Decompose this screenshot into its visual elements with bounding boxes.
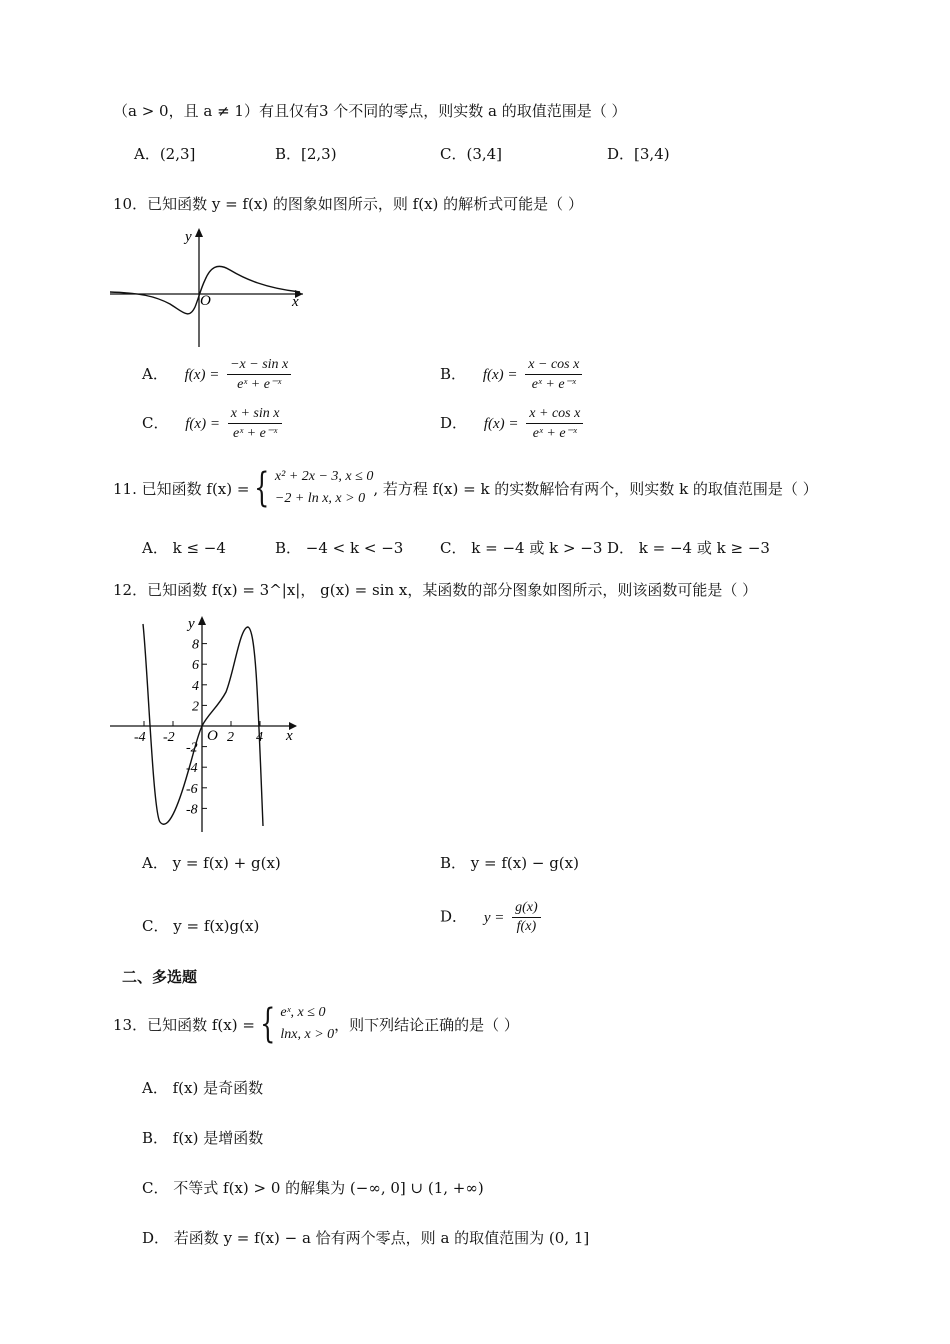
q10-option-c-fraction bbox=[228, 406, 283, 442]
q12-y-tick-label: 6 bbox=[192, 658, 199, 674]
q12-curve bbox=[143, 624, 263, 826]
q12-y-tick-label: -2 bbox=[186, 740, 198, 756]
q12-y-tick-label: 2 bbox=[192, 699, 199, 715]
q10-option-a-fraction bbox=[227, 357, 291, 393]
q10-option-b-label: B． bbox=[440, 365, 467, 383]
q10-option-c-label: C． bbox=[142, 414, 169, 432]
q10-option-b[interactable] bbox=[440, 357, 582, 393]
q10-option-d-label: D． bbox=[440, 414, 468, 432]
q12-graph bbox=[108, 612, 303, 834]
q11-stem bbox=[113, 466, 818, 510]
q9-option-b[interactable]: B．[2,3) bbox=[275, 145, 337, 163]
q10-option-d-lhs: f(x) = bbox=[483, 416, 519, 432]
q9-option-a[interactable]: A．(2,3] bbox=[134, 145, 196, 163]
q10-option-a-lhs: f(x) = bbox=[184, 367, 220, 383]
q12-option-c[interactable]: C． y = f(x)g(x) bbox=[142, 917, 260, 935]
q13-piecewise bbox=[255, 1002, 334, 1046]
q13-case1: eˣ, x ≤ 0 bbox=[280, 1005, 326, 1020]
q13-suffix: ，则下列结论正确的是（ ） bbox=[334, 1015, 519, 1034]
q10-option-d[interactable] bbox=[440, 406, 583, 442]
q11-option-c[interactable]: C． k = −4 或 k > −3 bbox=[440, 539, 603, 557]
q12-y-tick-label: -6 bbox=[186, 781, 198, 797]
q10-y-label: y bbox=[185, 229, 192, 245]
q12-y-ticks bbox=[186, 638, 207, 818]
q13-option-b[interactable]: B． f(x) 是增函数 bbox=[142, 1129, 264, 1147]
q13-brace: { bbox=[260, 1001, 276, 1047]
q11-option-b[interactable]: B． −4 < k < −3 bbox=[275, 539, 404, 557]
q12-option-d-fraction bbox=[512, 900, 541, 935]
q10-option-b-num: x − cos x bbox=[525, 357, 582, 375]
q10-option-c-num: x + sin x bbox=[228, 406, 283, 424]
q10-stem: 10．已知函数 y = f(x) 的图象如图所示，则 f(x) 的解析式可能是（ ） bbox=[113, 195, 583, 213]
q12-x-ticks bbox=[134, 721, 263, 745]
q12-option-a[interactable]: A． y = f(x) + g(x) bbox=[142, 854, 281, 872]
q12-option-b[interactable]: B． y = f(x) − g(x) bbox=[440, 854, 579, 872]
q13-prefix: 13．已知函数 f(x) = bbox=[113, 1015, 255, 1034]
q12-x-tick-label: 2 bbox=[227, 730, 234, 745]
section-title: 二、多选题 bbox=[122, 968, 198, 986]
q12-stem: 12．已知函数 f(x) = 3^|x|， g(x) = sin x，某函数的部分图象如图所示，则该函数可能是（ ） bbox=[113, 581, 758, 599]
q12-option-d-den: f(x) bbox=[516, 919, 537, 934]
q10-graph bbox=[105, 222, 310, 350]
q10-option-a-label: A． bbox=[142, 365, 168, 383]
q10-option-b-lhs: f(x) = bbox=[482, 367, 518, 383]
q9-option-c[interactable]: C．(3,4] bbox=[440, 145, 503, 163]
q11-suffix: , 若方程 f(x) = k 的实数解恰有两个，则实数 k 的取值范围是（ ） bbox=[373, 479, 818, 498]
q10-x-label: x bbox=[292, 294, 299, 310]
q10-option-a[interactable] bbox=[142, 357, 291, 393]
q12-option-d[interactable] bbox=[440, 900, 541, 935]
q11-piecewise bbox=[249, 466, 373, 510]
q10-option-a-num: −x − sin x bbox=[227, 357, 291, 375]
q12-y-tick-label: 8 bbox=[192, 637, 199, 653]
q13-option-c[interactable]: C． 不等式 f(x) > 0 的解集为 (−∞, 0] ∪ (1, +∞) bbox=[142, 1179, 484, 1197]
q13-stem bbox=[113, 1002, 519, 1046]
q13-case2: lnx, x > 0 bbox=[280, 1027, 335, 1042]
q10-option-c[interactable] bbox=[142, 406, 282, 442]
q12-y-arrow bbox=[198, 616, 206, 625]
q10-option-d-num: x + cos x bbox=[526, 406, 583, 424]
q12-x-label: x bbox=[286, 728, 293, 744]
q12-x-tick-label: -4 bbox=[134, 730, 146, 745]
q9-option-d[interactable]: D．[3,4) bbox=[607, 145, 670, 163]
q9-stem: （a > 0，且 a ≠ 1）有且仅有3 个不同的零点，则实数 a 的取值范围是（ ） bbox=[113, 102, 627, 120]
q12-x-tick-label: 4 bbox=[256, 730, 263, 745]
q11-brace: { bbox=[254, 465, 270, 511]
q12-option-d-lhs: y = bbox=[483, 909, 505, 926]
q10-option-c-den: eˣ + e⁻ˣ bbox=[233, 426, 278, 441]
q12-y-tick-label: -8 bbox=[186, 802, 198, 818]
q11-option-a[interactable]: A． k ≤ −4 bbox=[142, 539, 226, 557]
q12-origin-label: O bbox=[207, 728, 218, 744]
q12-y-tick-label: 4 bbox=[192, 678, 199, 694]
q11-prefix: 11. 已知函数 f(x) = bbox=[113, 479, 250, 498]
q13-option-d[interactable]: D． 若函数 y = f(x) − a 恰有两个零点，则 a 的取值范围为 (0, 1] bbox=[142, 1229, 590, 1247]
q10-y-arrow bbox=[195, 228, 203, 237]
q10-option-c-lhs: f(x) = bbox=[185, 416, 220, 432]
q10-option-b-fraction bbox=[525, 357, 582, 393]
q10-option-d-fraction bbox=[526, 406, 583, 442]
q10-origin-label: O bbox=[200, 293, 211, 309]
q10-option-b-den: eˣ + e⁻ˣ bbox=[531, 377, 576, 392]
q13-option-a[interactable]: A． f(x) 是奇函数 bbox=[142, 1079, 264, 1097]
q11-case2: −2 + ln x, x > 0 bbox=[274, 491, 366, 506]
q12-option-d-num: g(x) bbox=[512, 900, 541, 918]
q12-option-d-label: D． bbox=[440, 907, 468, 926]
q12-x-tick-label: -2 bbox=[163, 730, 175, 745]
q12-y-tick-label: -4 bbox=[186, 761, 198, 777]
q11-option-d[interactable]: D． k = −4 或 k ≥ −3 bbox=[607, 539, 770, 557]
q10-option-a-den: eˣ + e⁻ˣ bbox=[237, 377, 282, 392]
q12-y-label: y bbox=[188, 616, 195, 632]
q10-option-d-den: eˣ + e⁻ˣ bbox=[532, 426, 577, 441]
q11-case1: x² + 2x − 3, x ≤ 0 bbox=[274, 469, 374, 484]
